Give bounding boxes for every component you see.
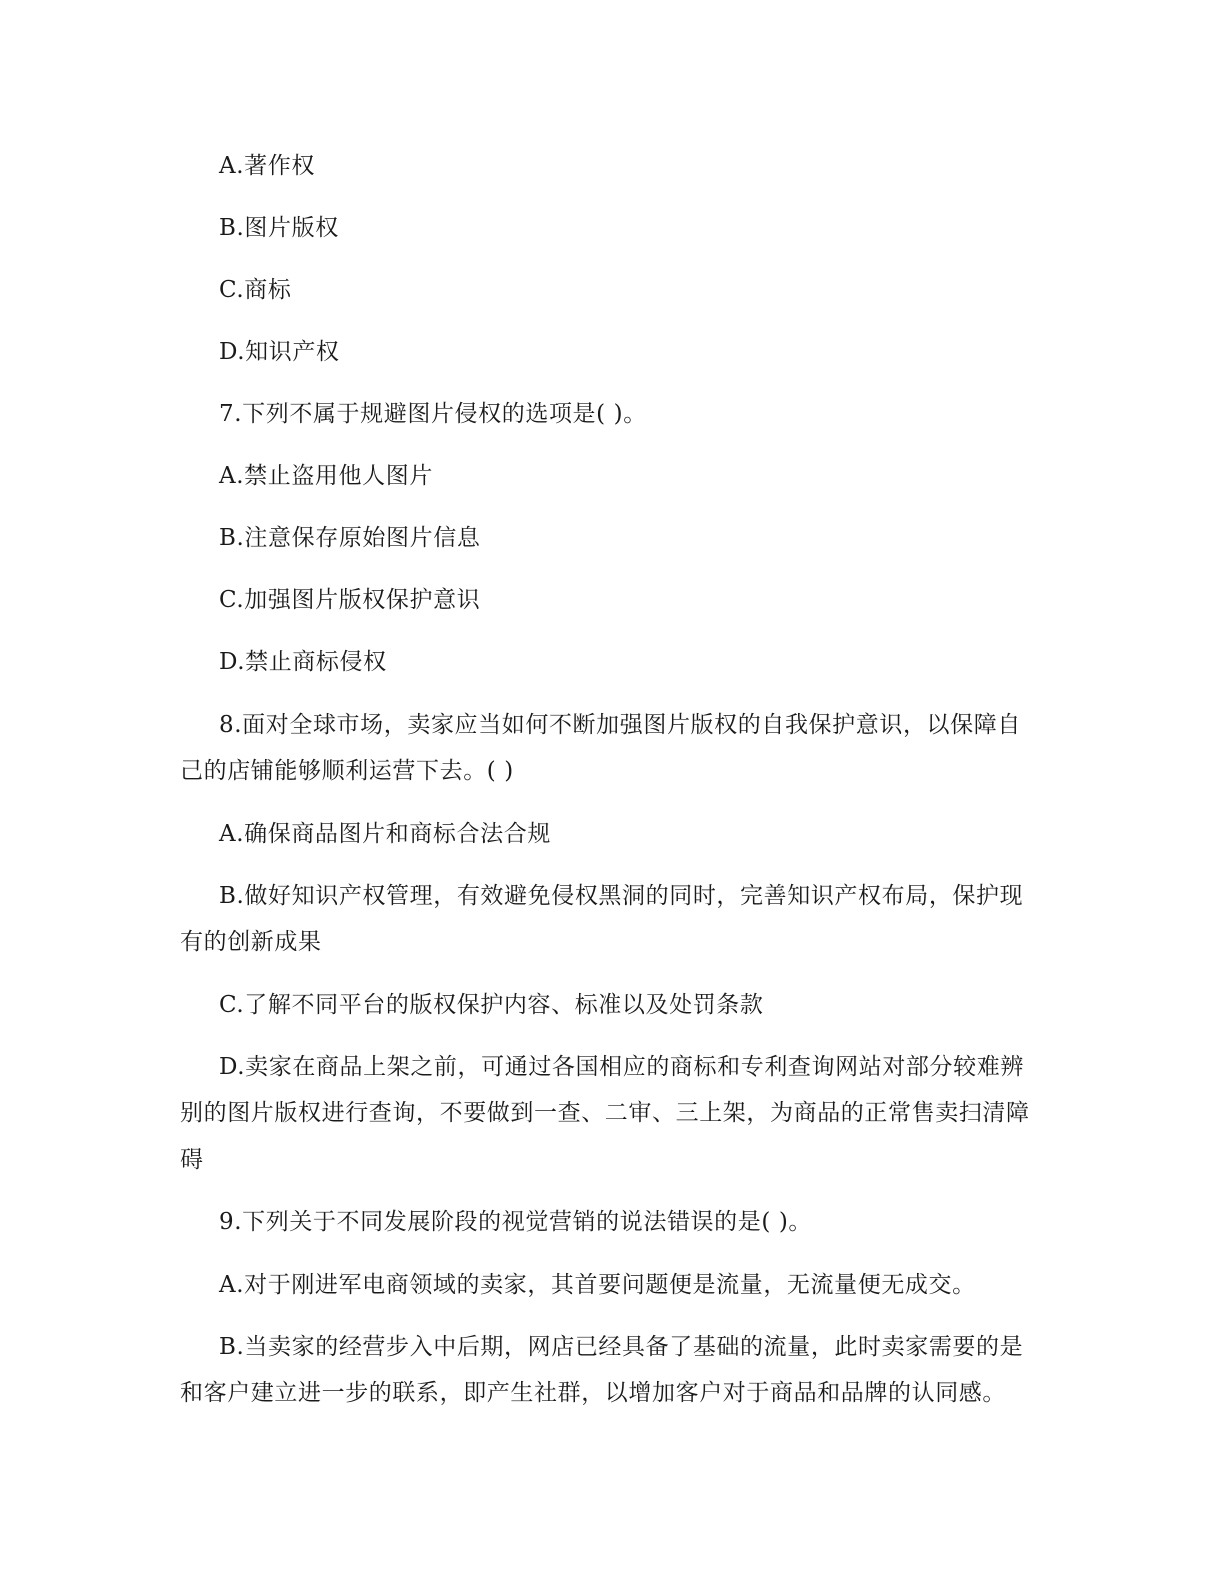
q7-option-a: A.禁止盗用他人图片 — [219, 463, 433, 489]
q7-option-c: C.加强图片版权保护意识 — [219, 587, 481, 613]
q9-stem: 9.下列关于不同发展阶段的视觉营销的说法错误的是( )。 — [219, 1209, 813, 1235]
q6-option-d: D.知识产权 — [219, 339, 340, 365]
q8-stem-line1: 8.面对全球市场，卖家应当如何不断加强图片版权的自我保护意识，以保障自 — [219, 712, 1021, 738]
q8-option-d-line3: 碍 — [180, 1147, 204, 1173]
q8-option-b-line1: B.做好知识产权管理，有效避免侵权黑洞的同时，完善知识产权布局，保护现 — [219, 883, 1024, 909]
q7-option-d: D.禁止商标侵权 — [219, 649, 387, 675]
q9-option-b-line2: 和客户建立进一步的联系，即产生社群，以增加客户对于商品和品牌的认同感。 — [180, 1380, 1006, 1406]
q8-option-b-line2: 有的创新成果 — [180, 929, 322, 955]
q7-option-b: B.注意保存原始图片信息 — [219, 525, 481, 551]
q9-option-b-line1: B.当卖家的经营步入中后期，网店已经具备了基础的流量，此时卖家需要的是 — [219, 1334, 1024, 1360]
q6-option-a: A.著作权 — [219, 153, 315, 179]
q8-option-d-line1: D.卖家在商品上架之前，可通过各国相应的商标和专利查询网站对部分较难辨 — [219, 1054, 1024, 1080]
q8-option-d-line2: 别的图片版权进行查询，不要做到一查、二审、三上架，为商品的正常售卖扫清障 — [180, 1100, 1030, 1126]
q6-option-c: C.商标 — [219, 277, 292, 303]
q8-option-c: C.了解不同平台的版权保护内容、标准以及处罚条款 — [219, 992, 764, 1018]
q8-option-a: A.确保商品图片和商标合法合规 — [219, 821, 551, 847]
q7-stem: 7.下列不属于规避图片侵权的选项是( )。 — [219, 401, 647, 427]
q6-option-b: B.图片版权 — [219, 215, 339, 241]
q9-option-a: A.对于刚进军电商领域的卖家，其首要问题便是流量，无流量便无成交。 — [219, 1272, 976, 1298]
q8-stem-line2: 己的店铺能够顺利运营下去。( ) — [180, 758, 514, 784]
